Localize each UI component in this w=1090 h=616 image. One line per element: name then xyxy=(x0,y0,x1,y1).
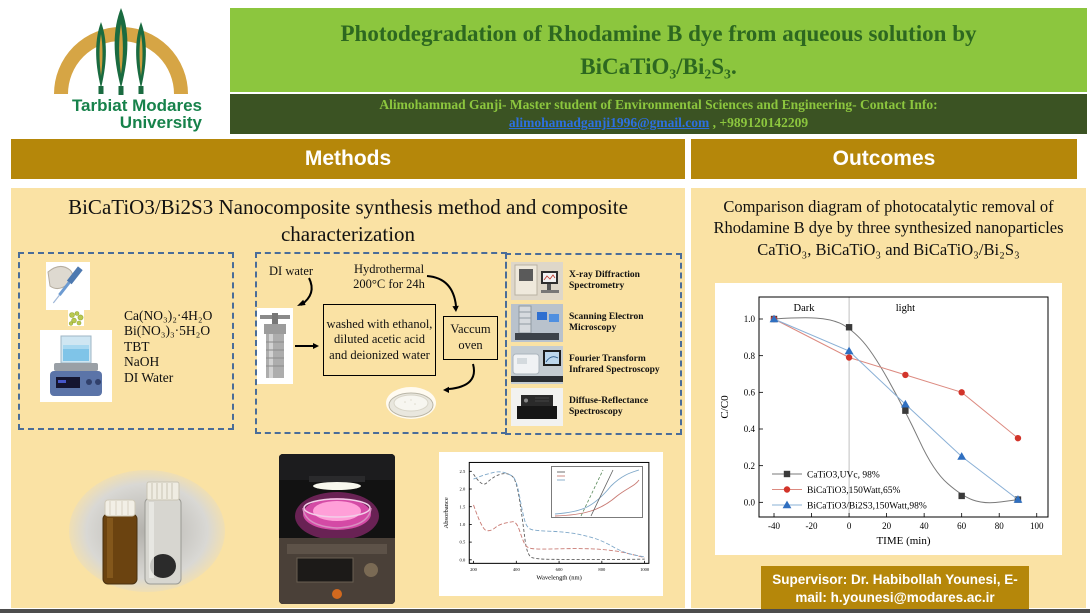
svg-text:0.5: 0.5 xyxy=(459,539,466,545)
university-logo xyxy=(20,4,220,138)
characterization-row xyxy=(511,346,676,384)
amber-vial xyxy=(103,500,137,584)
svg-text:0.0: 0.0 xyxy=(459,557,466,563)
hydrothermal-label: Hydrothermal 200°C for 24h xyxy=(353,262,425,291)
svg-text:CaTiO3,UVc, 98%: CaTiO3,UVc, 98% xyxy=(807,470,880,481)
photoreactor-drawing xyxy=(279,454,395,604)
reagent-item: Ca(NO₃)₂·4H₂O xyxy=(124,308,213,323)
svg-text:1.0: 1.0 xyxy=(743,314,755,325)
svg-text:100: 100 xyxy=(1029,521,1044,531)
outcomes-section-label: Outcomes xyxy=(832,147,936,170)
svg-text:TIME (min): TIME (min) xyxy=(876,535,931,547)
svg-text:600: 600 xyxy=(555,566,563,572)
reagent-item: TBT xyxy=(124,338,150,354)
svg-text:60: 60 xyxy=(957,521,967,531)
powder-vial xyxy=(145,482,181,584)
svg-text:1000: 1000 xyxy=(640,566,650,572)
methods-section-label: Methods xyxy=(304,147,392,170)
washing-step-box: washed with ethanol, diluted acetic acid and deionized water xyxy=(323,304,436,376)
svg-text:Wavelength (nm): Wavelength (nm) xyxy=(536,574,582,582)
magnetic-stirrer-image xyxy=(40,330,112,402)
poster-title-band xyxy=(230,8,1087,92)
ftir-instrument-image xyxy=(511,346,563,384)
molecules-icon xyxy=(68,310,84,326)
svg-text:-40: -40 xyxy=(768,521,781,531)
contact-line xyxy=(509,114,808,132)
di-water-label: DI water xyxy=(269,264,314,278)
svg-text:800: 800 xyxy=(598,566,606,572)
characterization-row xyxy=(511,262,676,300)
svg-text:Absorbance: Absorbance xyxy=(443,497,451,529)
svg-text:2.5: 2.5 xyxy=(459,468,466,474)
comparison-chart xyxy=(715,283,1062,555)
drs-instrument-image xyxy=(511,388,563,426)
characterization-label: Diffuse-Reflectance Spectroscopy xyxy=(569,395,649,417)
svg-text:C/C0: C/C0 xyxy=(719,395,731,419)
author-band xyxy=(230,94,1087,134)
svg-text:0.2: 0.2 xyxy=(743,460,755,471)
vials-photo xyxy=(69,466,227,598)
outcomes-description: Comparison diagram of photocatalytic removal of Rhodamine B dye by three synthesized nanoparticles CaTiO₃, BiCaTiO₃ and BiCaTiO₃/Bi₂S₃ xyxy=(713,197,1064,259)
xrd-instrument-image xyxy=(511,262,563,300)
reagents-box xyxy=(18,252,234,430)
email-link[interactable]: alimohamadganji1996@gmail.com xyxy=(508,115,710,130)
flow-arrow-to-dish xyxy=(449,364,474,389)
characterization-label: Scanning Electron Microscopy xyxy=(569,311,644,333)
reagent-item: Bi(NO₃)₃·5H₂O xyxy=(124,323,211,339)
author-byline: Alimohammad Ganji- Master student of Environmental Sciences and Engineering- Contact Info: xyxy=(379,97,938,113)
vaccum-oven-box: Vaccum oven xyxy=(443,316,498,360)
svg-text:200: 200 xyxy=(470,566,477,572)
phone-number: , +989120142209 xyxy=(709,115,809,130)
logo-text xyxy=(20,97,220,132)
bottom-strip xyxy=(0,609,1090,613)
outcomes-section-header xyxy=(691,139,1077,179)
logo-text-line2: University xyxy=(119,113,202,133)
svg-text:400: 400 xyxy=(512,566,520,572)
photoreactor-photo xyxy=(279,454,395,604)
synthesis-flow-box xyxy=(255,252,507,434)
university-logo-emblem xyxy=(35,4,205,96)
svg-text:0.0: 0.0 xyxy=(743,497,755,508)
outcomes-panel xyxy=(691,188,1086,608)
methods-title: BiCaTiO3/Bi2S3 Nanocomposite synthesis method and composite characterization xyxy=(68,195,628,247)
absorbance-spectra-figure xyxy=(439,452,663,596)
svg-text:40: 40 xyxy=(919,521,929,531)
methods-panel xyxy=(11,188,685,608)
autoclave-image xyxy=(257,308,293,384)
logo-text-line1: Tarbiat Modares xyxy=(71,96,202,115)
svg-text:1.0: 1.0 xyxy=(459,521,466,527)
svg-text:Dark: Dark xyxy=(793,302,815,314)
reagent-item: NaOH xyxy=(124,354,160,370)
comparison-chart-card xyxy=(715,283,1062,555)
svg-text:-20: -20 xyxy=(805,521,818,531)
tauc-plot-inset xyxy=(551,466,643,518)
reagents-list xyxy=(124,308,228,385)
characterization-label: X-ray Diffraction Spectrometry xyxy=(569,269,640,291)
characterization-row xyxy=(511,304,676,342)
vials-photo-drawing xyxy=(69,466,227,598)
characterization-box xyxy=(505,253,682,435)
sem-instrument-image xyxy=(511,304,563,342)
logo-cypress-trees xyxy=(96,8,146,95)
poster-title: Photodegradation of Rhodamine B dye from aqueous solution by BiCaTiO₃/Bi₂S₃. xyxy=(340,20,977,79)
flow-arrow-di-water xyxy=(301,278,312,305)
svg-text:80: 80 xyxy=(994,521,1004,531)
svg-text:light: light xyxy=(895,302,916,314)
characterization-label: Fourier Transform Infrared Spectroscopy xyxy=(569,353,660,375)
svg-text:20: 20 xyxy=(882,521,892,531)
characterization-row xyxy=(511,388,676,426)
svg-text:2.0: 2.0 xyxy=(459,486,466,492)
reagent-item: DI Water xyxy=(124,369,174,385)
svg-text:0.8: 0.8 xyxy=(743,350,755,361)
powder-dish-image xyxy=(385,380,437,422)
supervisor-box: Supervisor: Dr. Habibollah Younesi, E-mail: h.younesi@modares.ac.ir xyxy=(761,566,1029,612)
svg-text:BiCaTiO3,150Watt,65%: BiCaTiO3,150Watt,65% xyxy=(807,485,901,496)
methods-section-header xyxy=(11,139,685,179)
pipette-image xyxy=(46,262,90,310)
svg-text:BiCaTiO3/Bi2S3,150Watt,98%: BiCaTiO3/Bi2S3,150Watt,98% xyxy=(807,501,927,512)
svg-text:1.5: 1.5 xyxy=(459,504,466,510)
svg-text:0.6: 0.6 xyxy=(743,387,755,398)
svg-text:0.4: 0.4 xyxy=(743,424,755,435)
svg-text:0: 0 xyxy=(846,521,852,531)
